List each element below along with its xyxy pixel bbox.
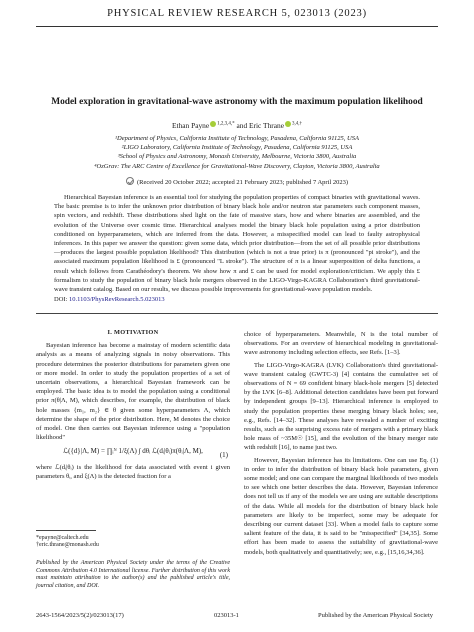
abstract: Hierarchical Bayesian inference is an essential tool for studying the population properties of compact binaries with gravitational waves. The basic premise is to infer the unknown prior distribution of binary black hole and/or neutron star parameters such component masses, spin vectors, and redshift. These distributions shed light on the fate of massive stars, how and where binaries are assembled, and the evolution of the Universe over cosmic time. Hierarchical analyses model the binary black hole population using a prior distribution conditioned on hyperparameters, which are inferred from the data. However, a misspecified model can lead to faulty astrophysical inferences. In this paper we answer the question: given some data, which prior distribution—from the set of all possible prior distributions—produces the largest possible population likelihood? This distribution (which is not a true prior) is π (pronounced "pi stroke"), and the associated maximum population likelihood is £ (pronounced "L stroke"). The structure of π is a linear superposition of delta functions, a result which follows from Carathéodory's theorem. We show how π and £ can be used for model exploration/criticism. We apply this £ formalism to study the population of binary black hole mergers observed in the LIGO-Virgo-KAGRA Collaboration's third gravitational-wave transient catalog. Based on our results, we discuss possible improvements for gravitational-wave population models. (54, 194, 420, 294)
footer-page-number: 023013-1 (214, 612, 239, 619)
footnote-email[interactable]: †eric.thrane@monash.edu (36, 542, 99, 549)
equation-number: (1) (219, 451, 228, 460)
footnotes (36, 530, 230, 549)
orcid-icon[interactable] (210, 121, 216, 127)
body-paragraph: However, Bayesian inference has its limitations. One can use Eq. (1) in order to infer the distribution of binary black hole parameters, given some model; and one can compare the marginal likelihoods of two models to see which one better describes the data. However, Bayesian inference does not tell us if any of the models we are using are suitable descriptions of the data. While all models for the distribution of binary black hole parameters are likely to be imperfect, some may be adequate for describing our current dataset [33]. When a model fails to capture some salient feature of the data, it is said to be "misspecified" [34,35]. Some effort has been made to assess the suitability of gravitational-wave models, both qualitatively and quantitatively; see, e.g., [15,16,34,36]. (244, 456, 438, 556)
check-updates-icon[interactable] (126, 177, 134, 185)
received-text: (Received 20 October 2022; accepted 21 February 2023; published 7 April 2023) (136, 179, 348, 186)
affiliations (30, 134, 444, 171)
author-name[interactable]: Eric Thrane (249, 121, 284, 130)
paper-title: Model exploration in gravitational-wave astronomy with the maximum population likelihood (51, 97, 423, 107)
author-line (30, 121, 444, 130)
license-notice: Published by the American Physical Society under the terms of the Creative Commons Attribution 4.0 International license. Further distribution of this work must maintain attribution to the author(s) and the published article's title, journal citation, and DOI. (36, 560, 230, 589)
author-separator: and (234, 121, 250, 130)
orcid-icon[interactable] (285, 121, 291, 127)
body-paragraph: Bayesian inference has become a mainstay of modern scientific data analysis as a means of analyzing signals in noisy observations. This procedure determines the posterior distributions for parameters given one or more model. In order to study the population properties of a set of uncertain observations, a hierarchical Bayesian framework can be employed. The basic idea is to model the population using a conditional prior π(θ|Λ, M), which describes, for example, the distribution of black hole masses {m₁, m₂} ∈ θ given some hyperparameters Λ, which determine the shape of the prior distribution. Here, M denotes the choice of model. One then carries out Bayesian inference using a "population likelihood" (36, 342, 230, 442)
affiliation: ³School of Physics and Astronomy, Monash University, Melbourne, Victoria 3800, Australia (117, 153, 357, 161)
footer-publisher: Published by the American Physical Society (318, 612, 433, 619)
doi-line (54, 296, 165, 303)
header-rule (36, 26, 438, 27)
received-dates (30, 177, 444, 186)
section-heading: I. MOTIVATION (107, 329, 159, 336)
equation-1 (36, 447, 230, 460)
doi-label: DOI: (54, 296, 69, 303)
doi-link[interactable]: 10.1103/PhysRevResearch.5.023013 (68, 296, 165, 303)
footer-issn: 2643-1564/2023/5(2)/023013(17) (36, 612, 124, 619)
body-paragraph: where ℒ(dᵢ|θᵢ) is the likelihood for data associated with event i given parameters θᵢ, and ξ(Λ) is the detected fraction for a (36, 463, 230, 480)
running-head: PHYSICAL REVIEW RESEARCH 5, 023013 (2023) (107, 8, 367, 19)
body-paragraph: The LIGO-Virgo-KAGRA (LVK) Collaboration's third gravitational-wave transient catalog (GWTC-3) [4] contains the cumulative set of observations of N = 69 confident binary black-hole mergers [5] detected by the LVK [6–8]. Additional detection candidates have been put forward by independent groups [9–13]. Hierarchical inference is employed to study the population properties these merging binary black holes; see, e.g., Refs. [14–32]. These analyses have revealed a number of exciting results, such as the surprising excess rate of mergers with a primary black hole mass of ~35M☉ [15], and the evolution of the binary merger rate with redshift [16], to name just two. (244, 361, 438, 452)
equation-text: ℒ({d}|Λ, M) = ∏ᵢᴺ 1/ξ(Λ) ∫ dθᵢ ℒ(dᵢ|θᵢ)π(θᵢ|Λ, M), (63, 447, 203, 456)
footnote-rule (36, 530, 96, 531)
body-paragraph: choice of hyperparameters. Meanwhile, N is the total number of observations. For an overview of hierarchical modeling in gravitational-wave astronomy including selection effects, see Refs. [1–3]. (244, 331, 438, 357)
abstract-rule (36, 313, 438, 314)
affiliation: ⁴OzGrav: The ARC Centre of Excellence for Gravitational-Wave Discovery, Clayton, Victoria 3800, Australia (94, 162, 380, 170)
affiliation: ²LIGO Laboratory, California Institute of Technology, Pasadena, California 91125, USA (121, 144, 353, 152)
author-affil-sup: 3,4,† (291, 121, 302, 127)
left-column (36, 328, 230, 484)
author-affil-sup: 1,2,3,4,* (217, 121, 235, 127)
author-name[interactable]: Ethan Payne (172, 121, 210, 130)
footnote-email[interactable]: *epayne@caltech.edu (36, 535, 89, 541)
affiliation: ¹Department of Physics, California Institute of Technology, Pasadena, California 91125, USA (115, 135, 359, 142)
right-column (244, 330, 438, 560)
